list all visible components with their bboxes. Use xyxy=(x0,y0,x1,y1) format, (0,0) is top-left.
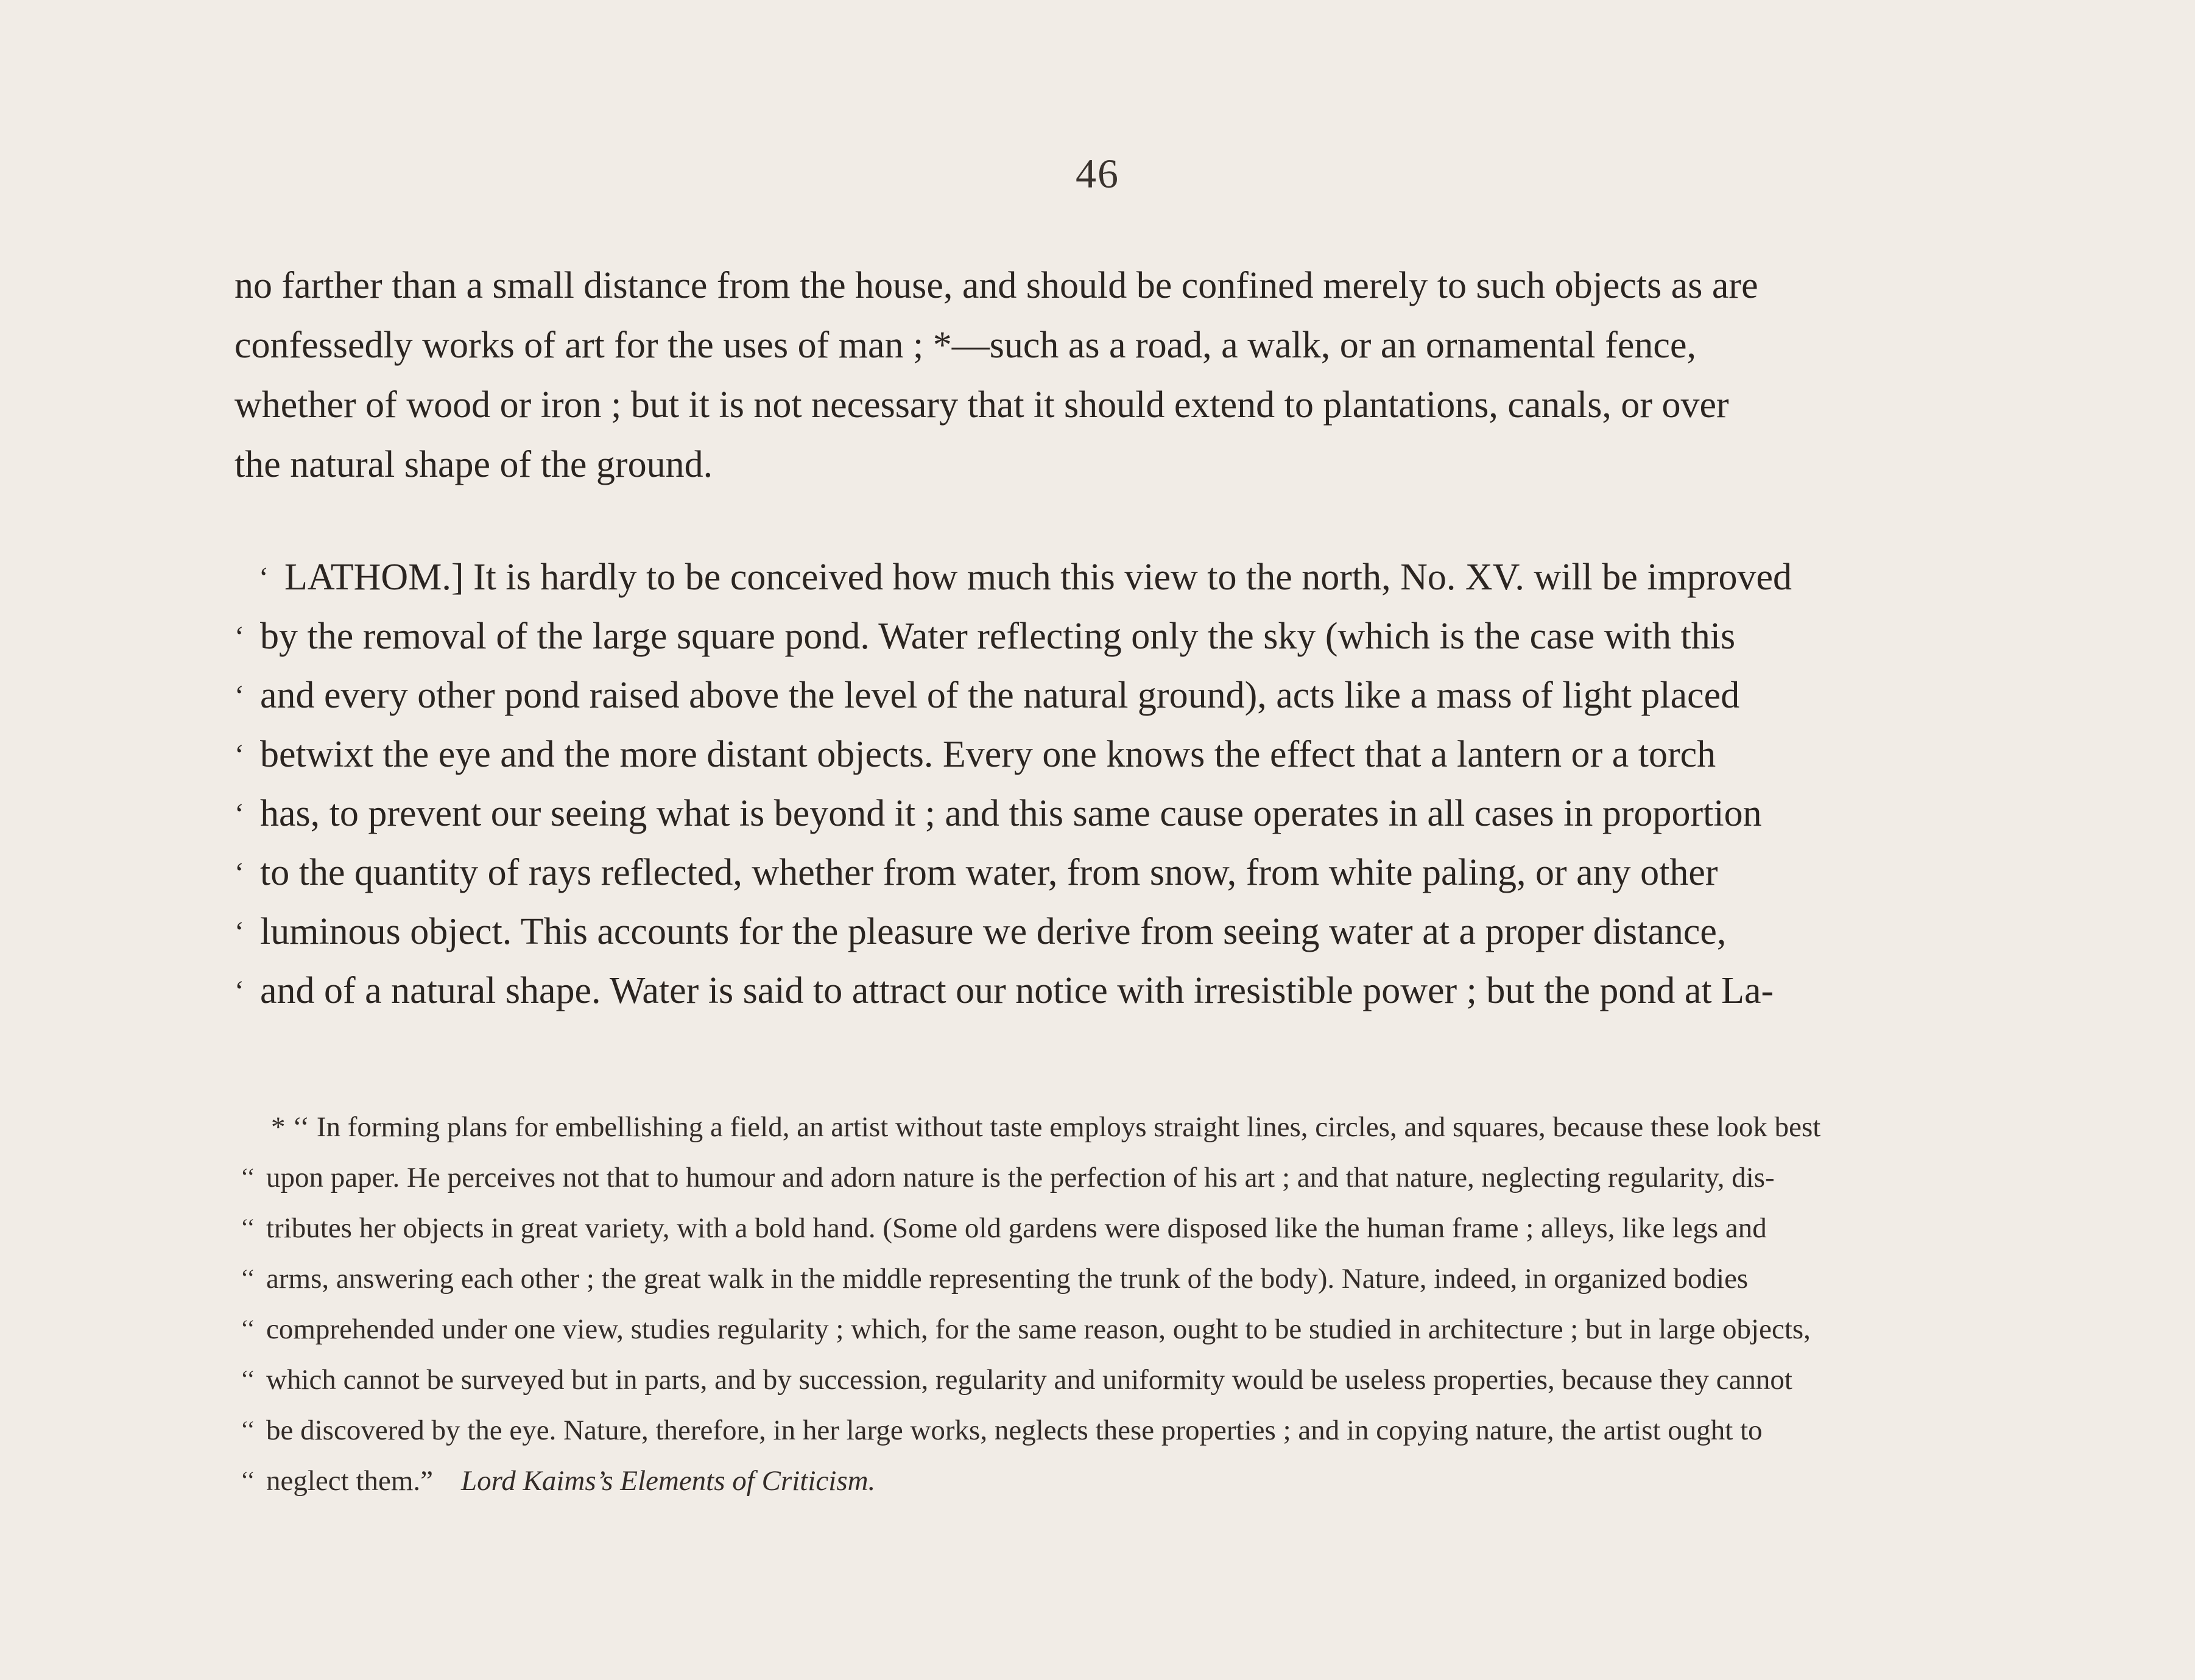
footnote-line xyxy=(241,1203,2025,1253)
footnote-line xyxy=(241,1354,2025,1405)
footnote-quote-mark: ‘‘ xyxy=(241,1416,255,1443)
quote-line xyxy=(234,961,2019,1021)
footnote-line-text: upon paper. He perceives not that to humour and adorn nature is the perfection of his art ; and that nature, neglecting regularity, dis- xyxy=(266,1162,1775,1193)
lathom-quotation xyxy=(234,548,2019,1021)
quote-line-text: by the removal of the large square pond. Water reflecting only the sky (which is the case with this xyxy=(260,616,1736,657)
quote-line-text: betwixt the eye and the more distant objects. Every one knows the effect that a lantern or a torch xyxy=(260,734,1716,775)
footnote-line xyxy=(241,1152,2025,1203)
footnote-quote-mark: ‘‘ xyxy=(241,1264,255,1292)
footnote-line xyxy=(241,1102,2025,1152)
footnote-line-text: neglect them.” xyxy=(266,1465,434,1497)
footnote-asterisk-mark: * ‘‘ xyxy=(271,1111,310,1143)
footnote-line xyxy=(241,1253,2025,1304)
quote-line xyxy=(234,843,2019,902)
quote-mark: ‘ xyxy=(234,739,244,771)
quote-line xyxy=(234,784,2019,843)
quote-line-text: has, to prevent our seeing what is beyond it ; and this same cause operates in all cases in proportion xyxy=(260,793,1762,834)
footnote-line xyxy=(241,1405,2025,1455)
quote-line-text: LATHOM.] It is hardly to be conceived how much this view to the north, No. XV. will be improved xyxy=(284,557,1792,598)
footnote-line xyxy=(241,1455,2025,1506)
footnote-line-text: In forming plans for embellishing a field, an artist without taste employs straight lines, circles, and squares, because these look best xyxy=(316,1111,1821,1143)
quote-line xyxy=(234,548,2019,607)
text-line: confessedly works of art for the uses of man ; *—such as a road, a walk, or an ornamental fence, xyxy=(234,325,1696,366)
page-number: 46 xyxy=(1076,150,1119,197)
footnote-quote-mark: ‘‘ xyxy=(241,1315,255,1342)
text-line: no farther than a small distance from the house, and should be confined merely to such objects as are xyxy=(234,265,1758,306)
footnote-source: Lord Kaims’s Elements of Criticism. xyxy=(461,1465,876,1497)
quote-line-text: and every other pond raised above the level of the natural ground), acts like a mass of light placed xyxy=(260,675,1740,716)
quote-line-text: and of a natural shape. Water is said to attract our notice with irresistible power ; but the pond at La- xyxy=(260,970,1774,1011)
footnote-quote-mark: ‘‘ xyxy=(241,1214,255,1241)
quote-line-text: to the quantity of rays reflected, whether from water, from snow, from white paling, or any other xyxy=(260,852,1718,893)
footnote-line-text: be discovered by the eye. Nature, therefore, in her large works, neglects these properties ; and in copying nature, the artist ought to xyxy=(266,1415,1763,1446)
footnote-line-text: arms, answering each other ; the great walk in the middle representing the trunk of the body). Nature, indeed, in organized bodies xyxy=(266,1263,1749,1295)
text-line: the natural shape of the ground. xyxy=(234,444,713,485)
intro-paragraph xyxy=(234,256,2019,494)
quote-line-text: luminous object. This accounts for the pleasure we derive from seeing water at a proper distance, xyxy=(260,911,1727,952)
quote-mark: ‘ xyxy=(234,975,244,1007)
quote-mark: ‘ xyxy=(234,620,244,653)
text-line: whether of wood or iron ; but it is not necessary that it should extend to plantations, canals, or over xyxy=(234,384,1729,426)
footnote-quote-mark: ‘‘ xyxy=(241,1466,255,1494)
quote-line xyxy=(234,607,2019,666)
footnote-line-text: which cannot be surveyed but in parts, and by succession, regularity and uniformity would be useless properties, because they cannot xyxy=(266,1364,1792,1396)
footnote-line xyxy=(241,1304,2025,1354)
quote-mark: ‘ xyxy=(234,798,244,830)
quote-mark: ‘ xyxy=(234,857,244,889)
quote-line xyxy=(234,725,2019,784)
quote-mark: ‘ xyxy=(234,916,244,948)
quote-line xyxy=(234,902,2019,961)
footnote-quote-mark: ‘‘ xyxy=(241,1163,255,1190)
footnote-line-text: tributes her objects in great variety, with a bold hand. (Some old gardens were disposed like the human frame ; alleys, like legs and xyxy=(266,1212,1767,1244)
footnote xyxy=(241,1102,2025,1506)
footnote-quote-mark: ‘‘ xyxy=(241,1365,255,1393)
quote-mark: ‘ xyxy=(234,680,244,712)
footnote-line-text: comprehended under one view, studies regularity ; which, for the same reason, ought to be studied in architecture ; but in large objects, xyxy=(266,1313,1811,1345)
quote-mark: ‘ xyxy=(259,561,269,594)
quote-line xyxy=(234,666,2019,725)
